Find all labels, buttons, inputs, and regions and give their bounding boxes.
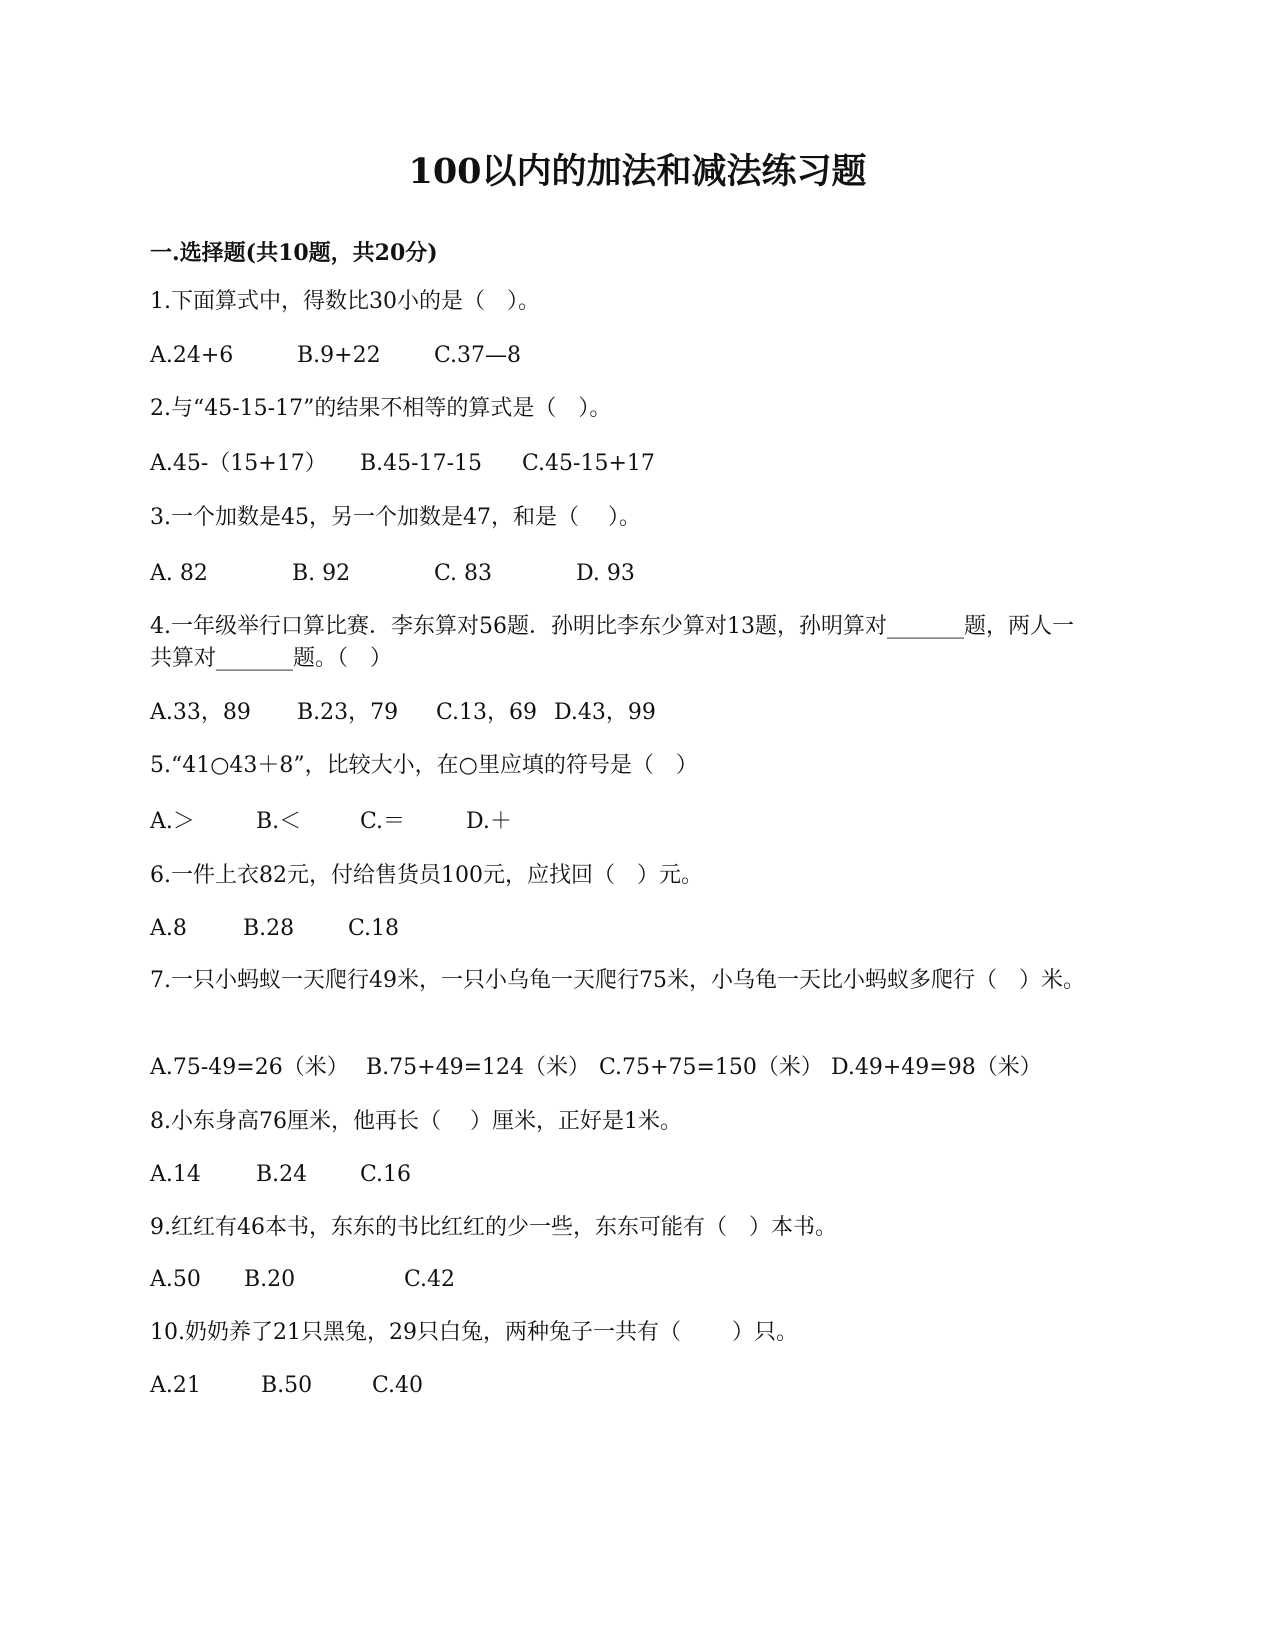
option-a: A.＞ — [150, 809, 195, 834]
option-a: A. 82 — [150, 561, 208, 586]
question-5: 5.“41○43＋8”，比较大小，在○里应填的符号是（ ） — [150, 753, 698, 778]
option-c: C.75+75=150（米） — [599, 1055, 823, 1080]
option-c: C. 83 — [434, 561, 493, 586]
question-1: 1.下面算式中，得数比30小的是（ ）。 — [150, 289, 540, 314]
option-a: A.21 — [150, 1373, 201, 1398]
question-2: 2.与“45-15-17”的结果不相等的算式是（ ）。 — [150, 396, 612, 421]
question-3: 3.一个加数是45，另一个加数是47，和是（ ）。 — [150, 505, 641, 530]
option-b: B.75+49=124（米） — [366, 1055, 591, 1080]
option-c: C.45-15+17 — [522, 451, 655, 476]
option-d: D.49+49=98（米） — [831, 1055, 1042, 1080]
option-b: B.45-17-15 — [360, 451, 483, 476]
section-heading: 一.选择题(共10题，共20分) — [150, 240, 438, 266]
option-b: B.50 — [261, 1373, 313, 1398]
option-a: A.14 — [150, 1162, 201, 1187]
option-d: D.＋ — [466, 809, 512, 834]
option-c: C.＝ — [360, 809, 406, 834]
option-a: A.75-49=26（米） — [150, 1055, 349, 1080]
question-9: 9.红红有46本书，东东的书比红红的少一些，东东可能有（ ）本书。 — [150, 1215, 837, 1240]
page-title: 100以内的加法和减法练习题 — [408, 151, 867, 192]
option-a: A.50 — [150, 1267, 201, 1292]
option-c: C.18 — [348, 916, 400, 941]
option-c: C.13，69 — [436, 700, 538, 725]
option-b: B.9+22 — [297, 343, 381, 368]
question-4: 4.一年级举行口算比赛．李东算对56题．孙明比李东少算对13题，孙明算对_______题，两人一共算对_______题。（ ） — [150, 614, 1074, 671]
question-6: 6.一件上衣82元，付给售货员100元，应找回（ ）元。 — [150, 863, 703, 888]
option-b: B.24 — [256, 1162, 308, 1187]
option-a: A.24+6 — [150, 343, 234, 368]
option-a: A.8 — [150, 916, 187, 941]
question-10: 10.奶奶养了21只黑兔，29只白兔，两种兔子一共有（ ）只。 — [150, 1320, 798, 1345]
question-7: 7.一只小蚂蚁一天爬行49米，一只小乌龟一天爬行75米，小乌龟一天比小蚂蚁多爬行（ ）米。 — [150, 968, 1085, 993]
question-8: 8.小东身高76厘米，他再长（ ）厘米，正好是1米。 — [150, 1109, 682, 1134]
option-d: D. 93 — [576, 561, 635, 586]
option-a: A.33，89 — [150, 700, 251, 725]
option-b: B.23，79 — [297, 700, 399, 725]
option-b: B. 92 — [292, 561, 351, 586]
option-d: D.43，99 — [554, 700, 656, 725]
option-b: B.20 — [244, 1267, 296, 1292]
option-b: B.28 — [243, 916, 295, 941]
option-a: A.45-（15+17） — [150, 451, 327, 476]
option-c: C.37—8 — [434, 343, 522, 368]
option-c: C.40 — [372, 1373, 424, 1398]
option-b: B.＜ — [256, 809, 302, 834]
option-c: C.16 — [360, 1162, 412, 1187]
option-c: C.42 — [404, 1267, 456, 1292]
